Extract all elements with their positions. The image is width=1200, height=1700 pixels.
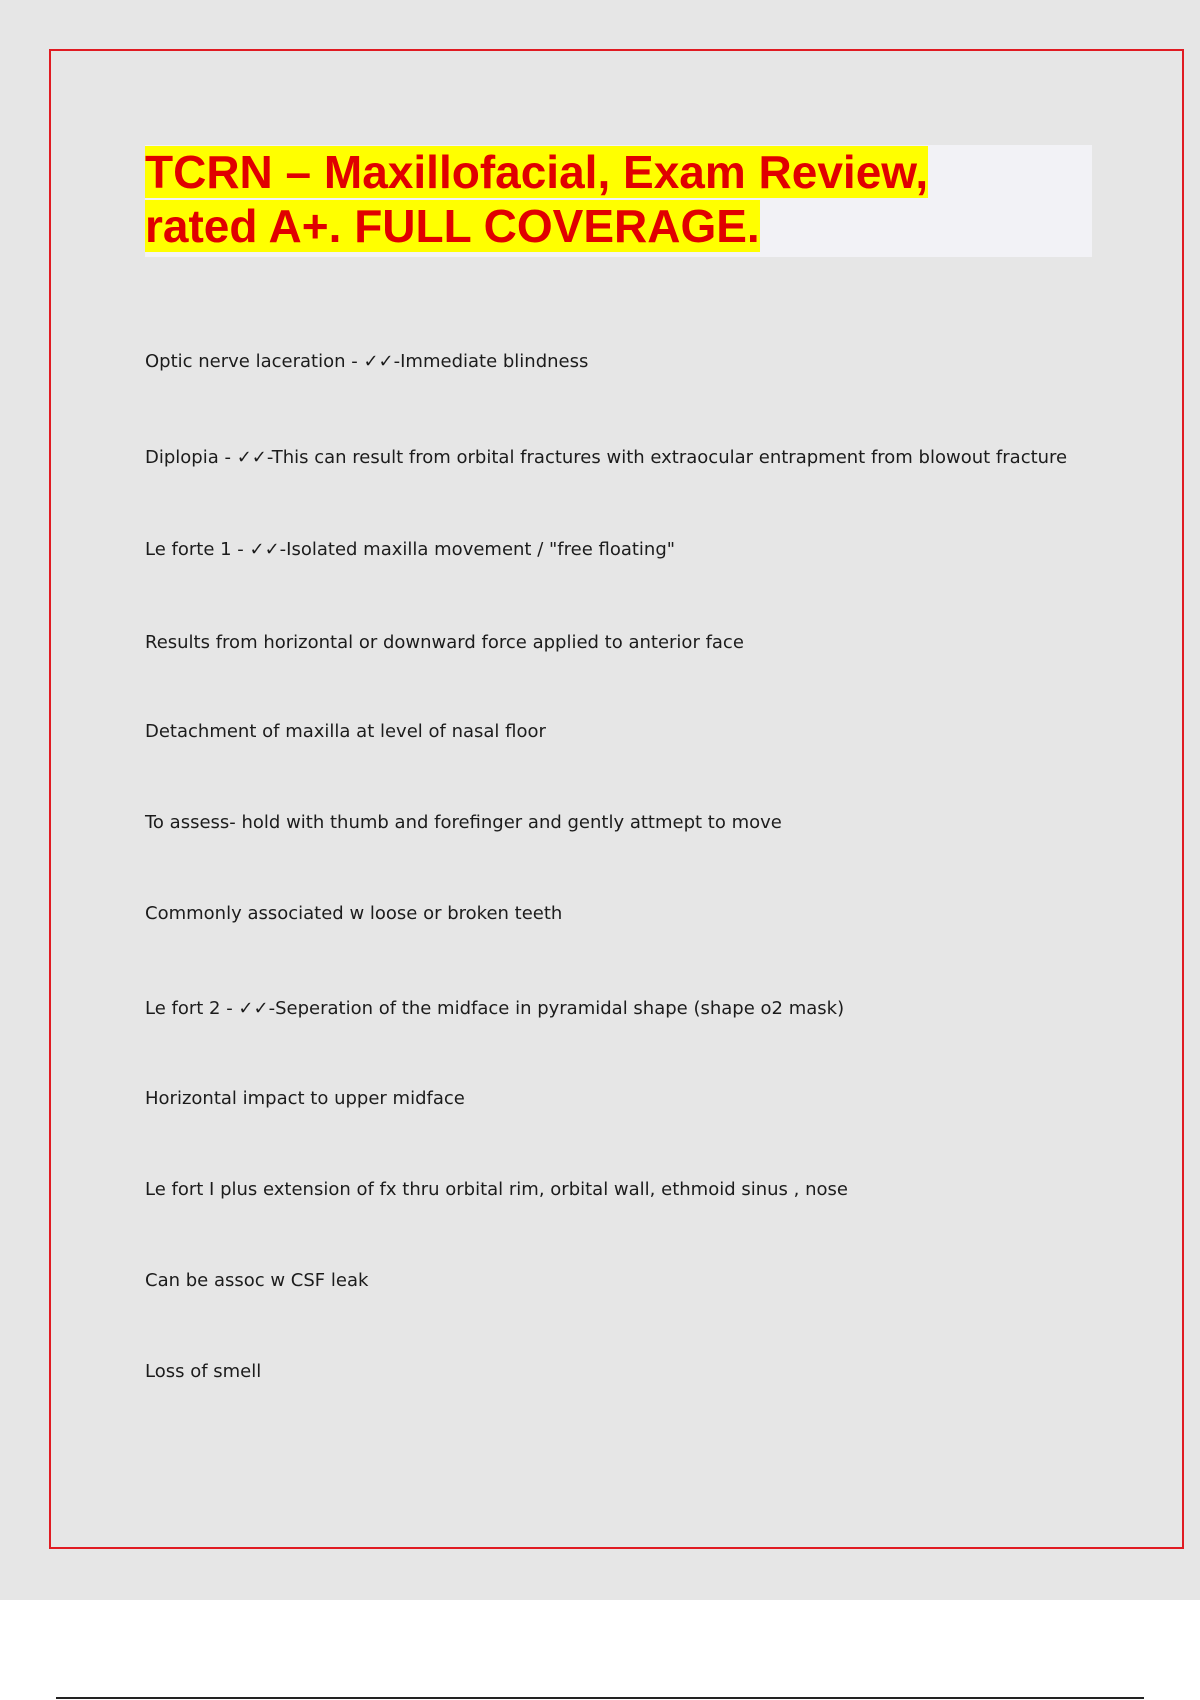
entry-le-forte-1: Le forte 1 - ✓✓-Isolated maxilla movement / "free floating" [145, 539, 676, 560]
entry-diplopia: Diplopia - ✓✓-This can result from orbital fractures with extraocular entrapment from blowout fracture [145, 447, 1068, 468]
entry-to-assess: To assess- hold with thumb and forefinger and gently attmept to move [145, 812, 782, 833]
entry-loss-of-smell: Loss of smell [145, 1361, 262, 1382]
entry-loose-broken-teeth: Commonly associated w loose or broken teeth [145, 903, 563, 924]
entry-le-fort-2: Le fort 2 - ✓✓-Seperation of the midface in pyramidal shape (shape o2 mask) [145, 998, 845, 1019]
entry-le-fort-extension: Le fort I plus extension of fx thru orbital rim, orbital wall, ethmoid sinus , nose [145, 1179, 848, 1200]
entry-horizontal-impact: Horizontal impact to upper midface [145, 1088, 465, 1109]
entry-optic-nerve-laceration: Optic nerve laceration - ✓✓-Immediate blindness [145, 351, 589, 372]
title-line-2: rated A+. FULL COVERAGE. [145, 200, 760, 252]
document-title [145, 145, 1092, 253]
entry-csf-leak: Can be assoc w CSF leak [145, 1270, 369, 1291]
page-border [49, 49, 1184, 1549]
title-line-1: TCRN – Maxillofacial, Exam Review, [145, 146, 929, 198]
title-block [145, 145, 1092, 257]
footer-divider [56, 1697, 1144, 1699]
entry-detachment-maxilla: Detachment of maxilla at level of nasal floor [145, 721, 546, 742]
entry-horizontal-downward-force: Results from horizontal or downward force applied to anterior face [145, 632, 744, 653]
